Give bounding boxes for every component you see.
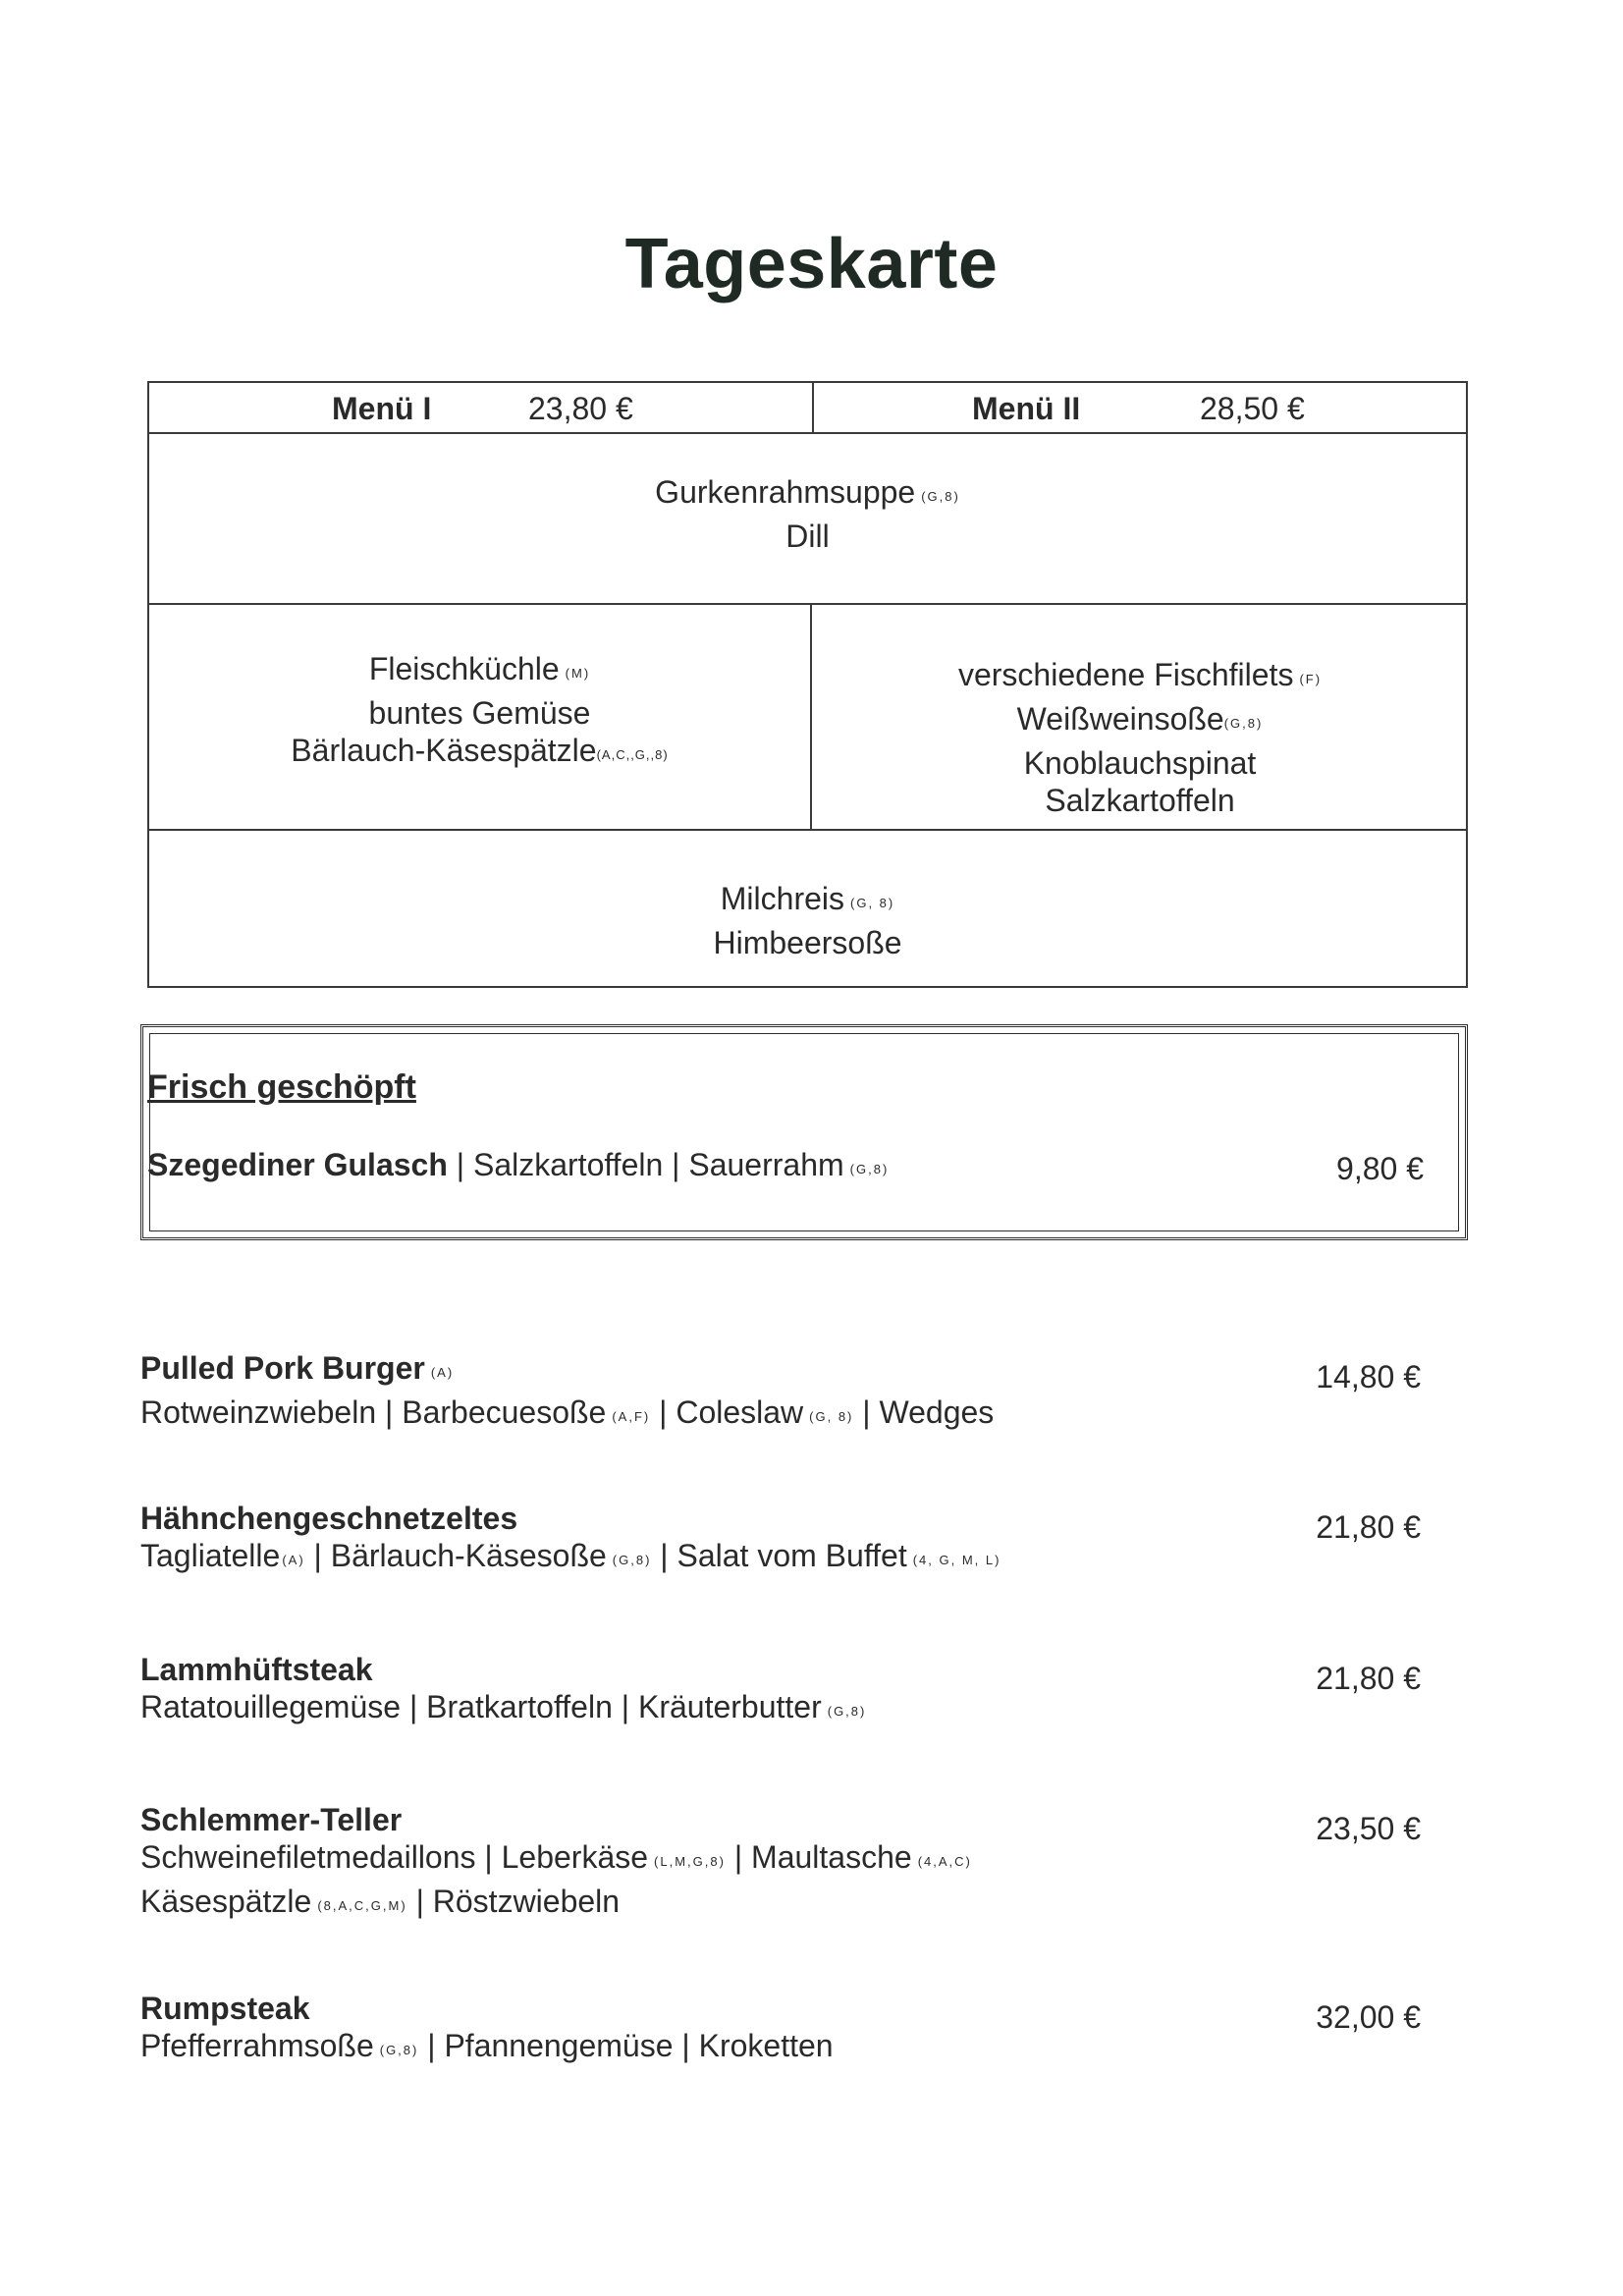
main2-side1: Weißweinsoße — [1016, 701, 1224, 737]
desc-allergens: (8,A,C,G,M) — [317, 1898, 407, 1913]
frisch-allergens: (G,8) — [849, 1162, 890, 1176]
dish-description-line2 — [140, 1883, 1427, 1927]
menu1-price: 23,80 € — [528, 391, 633, 426]
desc-allergens: (A) — [282, 1553, 305, 1567]
starter-row — [149, 434, 1466, 605]
main2-side3: Salzkartoffeln — [1045, 783, 1235, 818]
dish-item — [140, 1500, 1427, 1581]
dish-description — [140, 1537, 1427, 1581]
dish-price: 21,80 € — [1316, 1661, 1421, 1696]
desc-text: Ratatouillegemüse | Bratkartoffeln | Kräuterbutter — [140, 1689, 822, 1724]
desc-text: | Maultasche — [733, 1839, 912, 1875]
main-divider — [810, 605, 812, 831]
header-divider — [812, 383, 814, 434]
desc-text: | Bärlauch-Käsesoße — [313, 1538, 607, 1573]
desc-allergens: (G,8) — [379, 2043, 419, 2057]
main1-side2: Bärlauch-Käsespätzle — [291, 733, 597, 768]
menu1-label: Menü I — [332, 391, 432, 426]
dish-item — [140, 1651, 1427, 1732]
main2-side1-allergens: (G,8) — [1223, 716, 1264, 731]
dish-description — [140, 2027, 1427, 2071]
dish-price: 21,80 € — [1316, 1509, 1421, 1545]
desc-text: | Coleslaw — [659, 1394, 804, 1430]
desc-allergens: (G,8) — [612, 1553, 652, 1567]
dish-name: Rumpsteak — [140, 1991, 310, 2026]
dish-item — [140, 1801, 1427, 1927]
dish-name: Lammhüftsteak — [140, 1652, 373, 1687]
dessert-dish: Milchreis — [720, 881, 844, 916]
frisch-inner-border — [149, 1033, 1459, 1231]
desc-text: Tagliatelle — [140, 1538, 281, 1573]
menu1-main — [149, 605, 810, 776]
desc-text: Rotweinzwiebeln | Barbecuesoße — [140, 1394, 607, 1430]
desc-text: Pfefferrahmsoße — [140, 2028, 374, 2063]
desc-text: Käsespätzle — [140, 1884, 312, 1919]
starter-dish: Gurkenrahmsuppe — [655, 474, 916, 510]
menu-table-header — [149, 383, 1466, 434]
desc-text: | Pfannengemüse | Kroketten — [427, 2028, 834, 2063]
menu2-main — [812, 605, 1468, 819]
dish-name: Hähnchengeschnetzeltes — [140, 1501, 518, 1536]
main1-side1: buntes Gemüse — [368, 695, 591, 731]
dish-item — [140, 1990, 1427, 2071]
dish-name: Pulled Pork Burger — [140, 1350, 425, 1386]
dish-price: 23,50 € — [1316, 1811, 1421, 1846]
desc-allergens: (G,8) — [827, 1704, 867, 1719]
page-title: Tageskarte — [624, 225, 999, 303]
desc-text: | Salat vom Buffet — [660, 1538, 907, 1573]
desc-allergens: (4, G, M, L) — [912, 1553, 1001, 1567]
main1-dish: Fleischküchle — [368, 651, 560, 686]
dish-price: 32,00 € — [1316, 1999, 1421, 2035]
main2-dish: verschiedene Fischfilets — [957, 657, 1294, 692]
dish-description — [140, 1838, 1427, 1883]
dish-name-allergens: (A) — [430, 1365, 455, 1380]
main1-side2-allergens: (A,C,,G,,8) — [596, 747, 669, 762]
desc-text: | Röstzwiebeln — [415, 1884, 621, 1919]
starter-allergens: (G,8) — [921, 489, 960, 504]
dish-name: Schlemmer-Teller — [140, 1802, 403, 1837]
dish-description — [140, 1394, 1427, 1438]
frisch-box — [140, 1024, 1468, 1240]
frisch-dish-line — [147, 1147, 889, 1183]
frisch-price: 9,80 € — [1336, 1151, 1424, 1186]
frisch-sides: | Salzkartoffeln | Sauerrahm — [456, 1147, 844, 1182]
menu2-price: 28,50 € — [1200, 391, 1305, 426]
main1-allergens: (M) — [565, 666, 591, 681]
main2-side2: Knoblauchspinat — [1023, 745, 1257, 781]
dessert-side: Himbeersoße — [713, 925, 902, 960]
desc-allergens: (L,M,G,8) — [654, 1854, 726, 1869]
main2-allergens: (F) — [1299, 672, 1323, 686]
menu-table — [147, 381, 1468, 988]
desc-allergens: (4,A,C) — [917, 1854, 972, 1869]
desc-text: | Wedges — [862, 1394, 995, 1430]
dish-item — [140, 1349, 1427, 1438]
main-row — [149, 605, 1466, 831]
dessert-allergens: (G, 8) — [850, 896, 895, 910]
frisch-heading: Frisch geschöpft — [147, 1068, 416, 1106]
desc-allergens: (G, 8) — [809, 1409, 854, 1424]
dish-description — [140, 1688, 1427, 1732]
menu2-label: Menü II — [972, 391, 1081, 426]
starter-side: Dill — [785, 519, 830, 554]
dessert-row — [149, 831, 1466, 986]
desc-allergens: (A,F) — [612, 1409, 651, 1424]
dish-price: 14,80 € — [1316, 1359, 1421, 1394]
frisch-dish: Szegediner Gulasch — [147, 1147, 448, 1182]
desc-text: Schweinefiletmedaillons | Leberkäse — [140, 1839, 649, 1875]
